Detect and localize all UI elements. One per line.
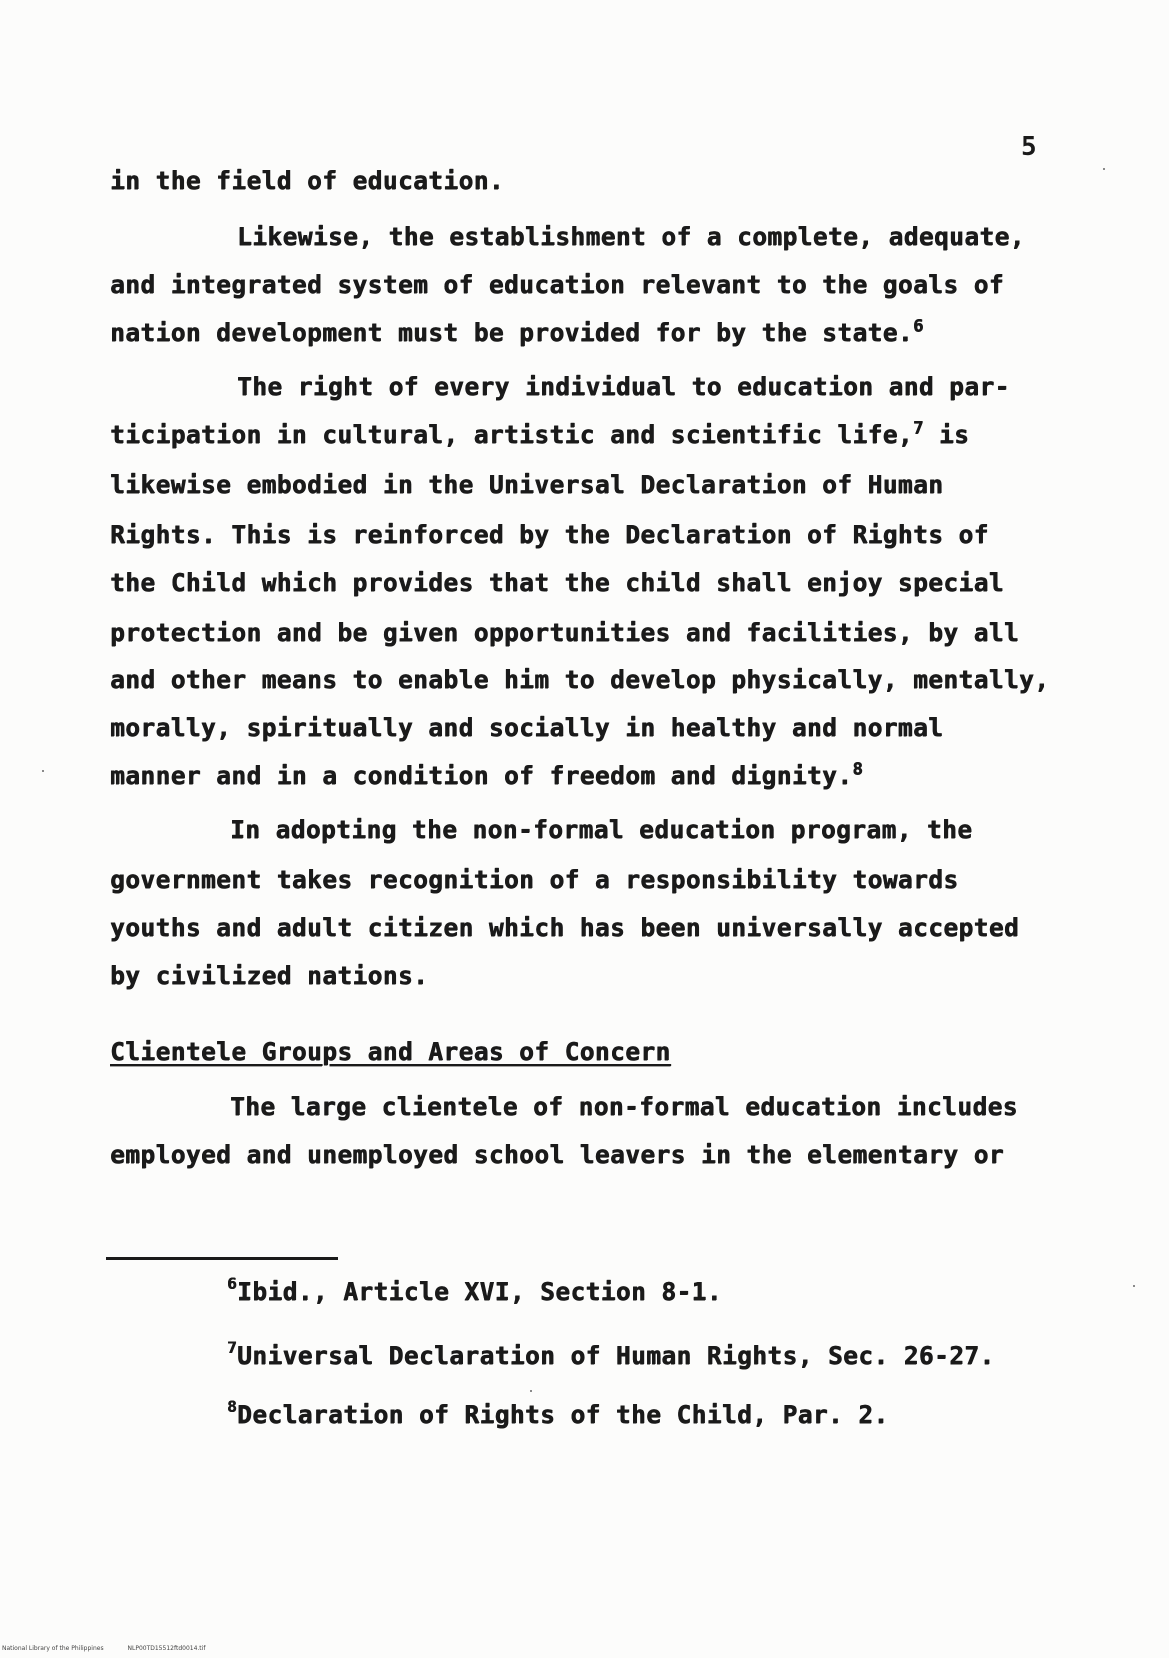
scan-footer-file-id: NLP00TD15512ftd0014.tif xyxy=(127,1645,206,1652)
text-line: government takes recognition of a responsibility towards xyxy=(110,865,959,894)
text-line: employed and unemployed school leavers in the elementary or xyxy=(110,1140,1004,1169)
footnote-mark: 8 xyxy=(227,1396,238,1416)
text-line xyxy=(110,761,863,791)
text-line: by civilized nations. xyxy=(110,961,429,990)
text-line: In adopting the non-formal education program, the xyxy=(230,815,973,844)
section-heading-text: Clientele Groups and Areas of Concern xyxy=(110,1037,671,1066)
text-line: youths and adult citizen which has been universally accepted xyxy=(110,913,1020,942)
footnote-text: Declaration of Rights of the Child, Par. 2. xyxy=(237,1400,889,1429)
scan-footer xyxy=(2,1645,227,1652)
scan-speck xyxy=(530,1390,532,1392)
text-span: manner and in a condition of freedom and dignity. xyxy=(110,761,853,790)
footnote-mark: 7 xyxy=(227,1337,238,1357)
page-number: 5 xyxy=(1021,132,1037,162)
scan-footer-library: National Library of the Philippines xyxy=(2,1645,104,1652)
text-line: The right of every individual to education and par- xyxy=(237,372,1010,401)
footnote-mark: 6 xyxy=(227,1273,238,1293)
text-span: nation development must be provided for by the state. xyxy=(110,318,913,347)
text-line xyxy=(110,318,924,348)
scan-speck xyxy=(42,770,44,772)
text-span: is xyxy=(938,420,970,449)
footnote-divider xyxy=(106,1257,338,1260)
footnote-ref-8: 8 xyxy=(852,759,864,780)
text-line: Rights. This is reinforced by the Declaration of Rights of xyxy=(110,520,989,549)
text-line: morally, spiritually and socially in healthy and normal xyxy=(110,713,944,742)
scan-speck xyxy=(1103,168,1105,170)
section-heading xyxy=(110,1037,671,1067)
footnote-7 xyxy=(227,1337,995,1371)
text-line: The large clientele of non-formal education includes xyxy=(230,1092,1018,1121)
scan-speck xyxy=(1133,1285,1135,1287)
footnote-8 xyxy=(227,1396,889,1430)
footnote-ref-7: 7 xyxy=(912,418,924,439)
text-line: the Child which provides that the child shall enjoy special xyxy=(110,568,1004,597)
text-line xyxy=(110,420,969,450)
footnote-text: Ibid., Article XVI, Section 8-1. xyxy=(237,1277,722,1306)
text-line: protection and be given opportunities and facilities, by all xyxy=(110,618,1020,647)
footnote-6 xyxy=(227,1273,722,1307)
footnote-ref-6: 6 xyxy=(912,316,924,337)
text-line: and integrated system of education relevant to the goals of xyxy=(110,270,1004,299)
text-line: and other means to enable him to develop physically, mentally, xyxy=(110,665,1050,694)
text-span: ticipation in cultural, artistic and scientific life, xyxy=(110,420,913,449)
footnote-text: Universal Declaration of Human Rights, Sec. 26-27. xyxy=(237,1341,995,1370)
text-line: Likewise, the establishment of a complete, adequate, xyxy=(237,222,1025,251)
text-line: in the field of education. xyxy=(110,166,504,195)
text-line: likewise embodied in the Universal Declaration of Human xyxy=(110,470,944,499)
